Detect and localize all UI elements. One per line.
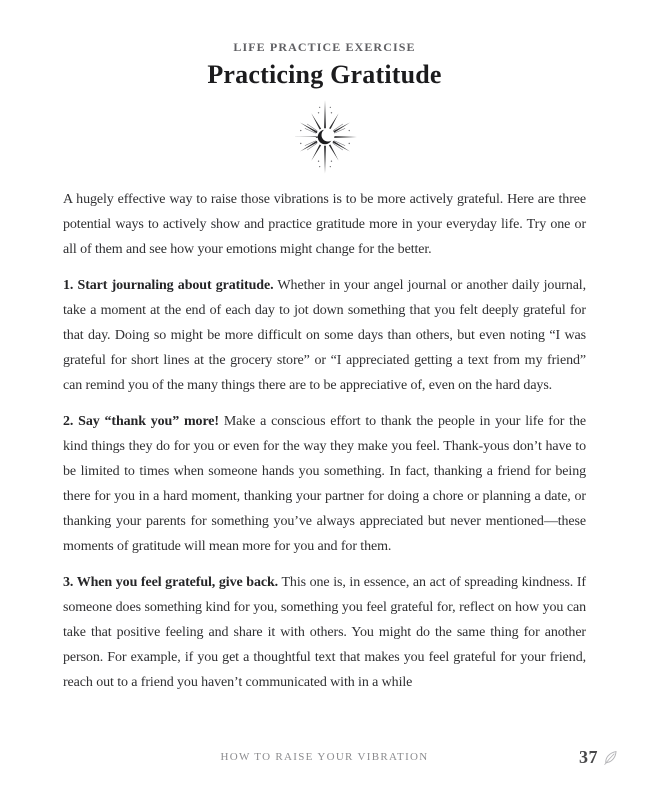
section-eyebrow: LIFE PRACTICE EXERCISE [233,40,416,54]
list-item-1-body: Whether in your angel journal or another daily journal, take a moment at the end of each day to jot down something that you felt deeply grateful for that day. Doing so might be more difficult on some days than others, but even noting “I was grateful for short lines at the grocery store” or “I appreciated getting a text from my friend” can remind you of the many things there are to be appreciative of, even on the hard days. [63,278,587,393]
list-item-2 [63,409,586,559]
page-title: Practicing Gratitude [207,60,442,89]
list-item-1-lead: 1. Start journaling about gratitude. [63,278,274,293]
page-number: 37 [579,746,598,767]
page-number-group [579,744,619,770]
page-footer [0,744,649,770]
running-title: HOW TO RAISE YOUR VIBRATION [220,751,429,763]
starburst-crescent-moon-icon [0,97,649,177]
list-item-2-body: Make a conscious effort to thank the people in your life for the kind things they do for you or even for the way they make you feel. Thank-yous don’t have to be limited to times when someone hands you something. In fact, thanking a friend for being there for you in a hard moment, thanking your partner for doing a chore or planning a date, or thanking your parents for something you’ve always appreciated but never mentioned—these moments of gratitude will mean more for you and for them. [63,414,586,554]
body-text [63,187,586,706]
list-item-1 [63,273,586,398]
list-item-2-lead: 2. Say “thank you” more! [63,414,219,429]
intro-paragraph: A hugely effective way to raise those vibrations is to be more actively grateful. Here are three potential ways to actively show and practice gratitude more in your everyday life. Try one or all of them and see how your emotions might change for the better. [63,192,586,257]
list-item-3 [63,570,586,695]
page-header [0,40,649,177]
leaf-icon [602,748,619,767]
list-item-3-body: This one is, in essence, an act of spreading kindness. If someone does something kind for you, something you feel grateful for, reflect on how you can take that positive feeling and share it with others. You might do the same thing for another person. For example, if you get a thoughtful text that makes you feel grateful for your friend, reach out to a friend you haven’t communicated with in a while [63,575,586,690]
list-item-3-lead: 3. When you feel grateful, give back. [63,575,279,590]
